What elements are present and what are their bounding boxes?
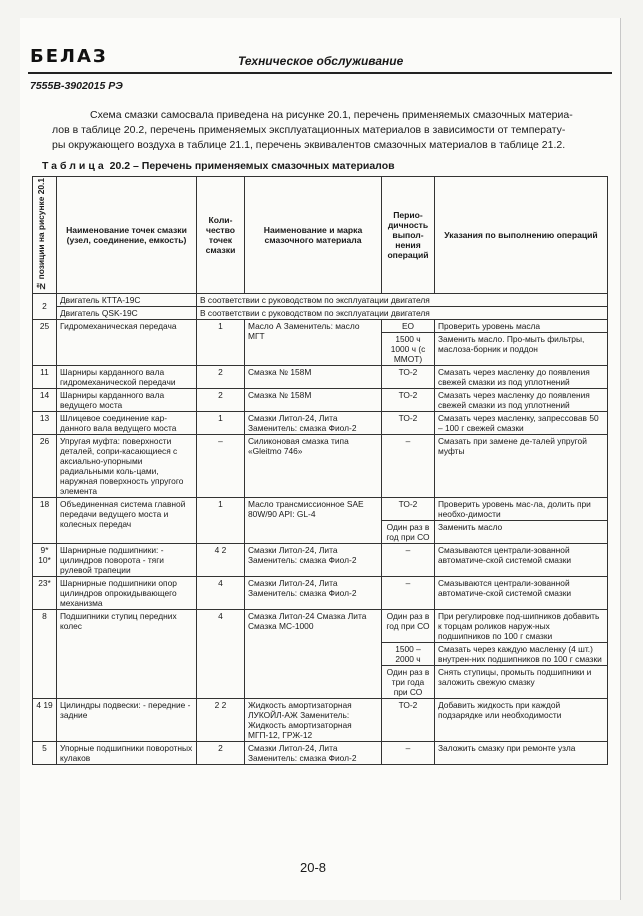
cell-material: Силиконовая смазка типа «Gleitmo 746» bbox=[245, 434, 382, 497]
caption-text: 20.2 – Перечень применяемых смазочных материалов bbox=[106, 160, 395, 172]
cell-qty: 4 bbox=[197, 576, 245, 609]
cell-material: Жидкость амортизаторная ЛУКОЙЛ-АЖ Заменитель: Жидкость амортизаторная МГП-12, ГРЖ-12 bbox=[245, 698, 382, 741]
cell-notes: Смазать при замене де-талей упругой муфты bbox=[435, 434, 608, 497]
cell-point: Двигатель КТТА-19С bbox=[57, 293, 197, 306]
table-row bbox=[33, 741, 608, 764]
cell-pos: 9* 10* bbox=[33, 543, 57, 576]
cell-point: Двигатель QSK-19С bbox=[57, 306, 197, 319]
col-header-period: Перио-дичность выпол-нения операций bbox=[382, 177, 435, 294]
cell-note: В соответствии с руководством по эксплуатации двигателя bbox=[197, 306, 608, 319]
page-number: 20-8 bbox=[300, 860, 327, 875]
header-rule bbox=[28, 72, 612, 74]
cell-qty: 4 2 bbox=[197, 543, 245, 576]
cell-notes: Смазываются централи-зованной автоматиче-ской системой смазки bbox=[435, 543, 608, 576]
cell-notes: Добавить жидкость при каждой подзарядке или необходимости bbox=[435, 698, 608, 741]
cell-point: Гидромеханическая передача bbox=[57, 319, 197, 365]
cell-period: ТО-2 bbox=[382, 497, 435, 520]
cell-material: Масло А Заменитель: масло МГТ bbox=[245, 319, 382, 365]
cell-qty: 2 2 bbox=[197, 698, 245, 741]
cell-notes: Проверить уровень мас-ла, долить при необхо-димости bbox=[435, 497, 608, 520]
cell-period: Один раз в год при СО bbox=[382, 609, 435, 642]
table-row bbox=[33, 609, 608, 642]
cell-period: Один раз в год при СО bbox=[382, 520, 435, 543]
caption-label: Таблица bbox=[42, 160, 107, 172]
table-row bbox=[33, 543, 608, 576]
cell-qty: 1 bbox=[197, 319, 245, 365]
cell-period: – bbox=[382, 741, 435, 764]
intro-paragraph bbox=[52, 108, 592, 153]
col-header-notes: Указания по выполнению операций bbox=[435, 177, 608, 294]
cell-notes: Снять ступицы, промыть подшипники и заложить свежую смазку bbox=[435, 665, 608, 698]
col-header-qty: Коли-чество точек смазки bbox=[197, 177, 245, 294]
col-header-point: Наименование точек смазки (узел, соединение, емкость) bbox=[57, 177, 197, 294]
cell-period: ТО-2 bbox=[382, 411, 435, 434]
cell-pos: 23* bbox=[33, 576, 57, 609]
cell-material: Смазка № 158М bbox=[245, 365, 382, 388]
cell-point: Цилиндры подвески: - передние - задние bbox=[57, 698, 197, 741]
cell-qty: 2 bbox=[197, 388, 245, 411]
section-title: Техническое обслуживание bbox=[238, 54, 404, 68]
cell-material: Смазка Литол-24 Смазка Лита Смазка МС-1000 bbox=[245, 609, 382, 698]
cell-period: 1500 – 2000 ч bbox=[382, 642, 435, 665]
table-row bbox=[33, 698, 608, 741]
document-number: 7555В-3902015 РЭ bbox=[30, 80, 123, 92]
cell-material: Смазка № 158М bbox=[245, 388, 382, 411]
table-row bbox=[33, 319, 608, 332]
cell-point: Шарнирные подшипники опор цилиндров опрокидывающего механизма bbox=[57, 576, 197, 609]
cell-period: ТО-2 bbox=[382, 388, 435, 411]
intro-line: ры окружающего воздуха в таблице 21.1, перечень эквивалентов смазочных материалов в таблице 21.2. bbox=[52, 139, 566, 151]
cell-pos: 14 bbox=[33, 388, 57, 411]
cell-notes: Заложить смазку при ремонте узла bbox=[435, 741, 608, 764]
cell-notes: При регулировке под-шипников добавить к торцам роликов наруж-ных подшипников по 100 г смазки bbox=[435, 609, 608, 642]
cell-notes: Смазать через масленку до появления свежей смазки из под уплотнений bbox=[435, 388, 608, 411]
cell-pos: 2 bbox=[33, 293, 57, 319]
col-header-material: Наименование и марка смазочного материала bbox=[245, 177, 382, 294]
cell-point: Шарнирные подшипники: - цилиндров поворота - тяги рулевой трапеции bbox=[57, 543, 197, 576]
table-row bbox=[33, 365, 608, 388]
cell-notes: Заменить масло. Про-мыть фильтры, маслоза-борник и поддон bbox=[435, 332, 608, 365]
cell-period: ТО-2 bbox=[382, 365, 435, 388]
cell-point: Подшипники ступиц передних колес bbox=[57, 609, 197, 698]
cell-point: Шлицевое соединение кар-данного вала ведущего моста bbox=[57, 411, 197, 434]
cell-period: – bbox=[382, 434, 435, 497]
table-row bbox=[33, 388, 608, 411]
cell-point: Объединенная система главной передачи ведущего моста и колесных передач bbox=[57, 497, 197, 543]
cell-point: Шарниры карданного вала гидромеханической передачи bbox=[57, 365, 197, 388]
cell-notes: Проверить уровень масла bbox=[435, 319, 608, 332]
cell-point: Шарниры карданного вала ведущего моста bbox=[57, 388, 197, 411]
table-row bbox=[33, 293, 608, 306]
cell-pos: 25 bbox=[33, 319, 57, 365]
cell-point: Упорные подшипники поворотных кулаков bbox=[57, 741, 197, 764]
lubrication-table bbox=[32, 176, 608, 765]
cell-note: В соответствии с руководством по эксплуатации двигателя bbox=[197, 293, 608, 306]
cell-notes: Смазать через масленку, запрессовав 50 – 100 г свежей смазки bbox=[435, 411, 608, 434]
cell-period: ЕО bbox=[382, 319, 435, 332]
cell-material: Масло трансмиссионное SAE 80W/90 API: GL-4 bbox=[245, 497, 382, 543]
table-header-row bbox=[33, 177, 608, 294]
table-row bbox=[33, 306, 608, 319]
cell-qty: 1 bbox=[197, 497, 245, 543]
cell-qty: – bbox=[197, 434, 245, 497]
cell-qty: 2 bbox=[197, 741, 245, 764]
cell-notes: Смазываются централи-зованной автоматиче-ской системой смазки bbox=[435, 576, 608, 609]
cell-period: – bbox=[382, 543, 435, 576]
cell-period: Один раз в три года при СО bbox=[382, 665, 435, 698]
cell-qty: 2 bbox=[197, 365, 245, 388]
intro-line: Схема смазки самосвала приведена на рисунке 20.1, перечень применяемых смазочных материа- bbox=[90, 109, 573, 121]
table-row bbox=[33, 497, 608, 520]
table-row bbox=[33, 434, 608, 497]
cell-notes: Смазать через каждую масленку (4 шт.) внутрен-них подшипников по 100 г смазки bbox=[435, 642, 608, 665]
table-row bbox=[33, 576, 608, 609]
cell-material: Смазки Литол-24, Лита Заменитель: смазка Фиол-2 bbox=[245, 741, 382, 764]
cell-pos: 5 bbox=[33, 741, 57, 764]
cell-pos: 4 19 bbox=[33, 698, 57, 741]
table-row bbox=[33, 411, 608, 434]
cell-period: 1500 ч 1000 ч (с ММОТ) bbox=[382, 332, 435, 365]
brand-logo: БЕЛАЗ bbox=[30, 46, 108, 67]
cell-pos: 11 bbox=[33, 365, 57, 388]
cell-pos: 18 bbox=[33, 497, 57, 543]
col-header-pos: № позиции на рисунке 20.1 bbox=[33, 177, 57, 294]
cell-qty: 4 bbox=[197, 609, 245, 698]
cell-material: Смазки Литол-24, Лита Заменитель: смазка Фиол-2 bbox=[245, 576, 382, 609]
cell-material: Смазки Литол-24, Лита Заменитель: смазка Фиол-2 bbox=[245, 543, 382, 576]
cell-period: ТО-2 bbox=[382, 698, 435, 741]
cell-material: Смазки Литол-24, Лита Заменитель: смазка Фиол-2 bbox=[245, 411, 382, 434]
table-caption bbox=[42, 160, 395, 172]
cell-pos: 8 bbox=[33, 609, 57, 698]
cell-pos: 26 bbox=[33, 434, 57, 497]
cell-notes: Заменить масло bbox=[435, 520, 608, 543]
cell-qty: 1 bbox=[197, 411, 245, 434]
cell-period: – bbox=[382, 576, 435, 609]
cell-pos: 13 bbox=[33, 411, 57, 434]
intro-line: лов в таблице 20.2, перечень применяемых эксплуатационных материалов в зависимости от температу- bbox=[52, 124, 566, 136]
cell-point: Упругая муфта: поверхности деталей, сопри-касающиеся с аксиально-упорными радиальными коль-цами, наружная поверхность упругого элемента bbox=[57, 434, 197, 497]
cell-notes: Смазать через масленку до появления свежей смазки из под уплотнений bbox=[435, 365, 608, 388]
